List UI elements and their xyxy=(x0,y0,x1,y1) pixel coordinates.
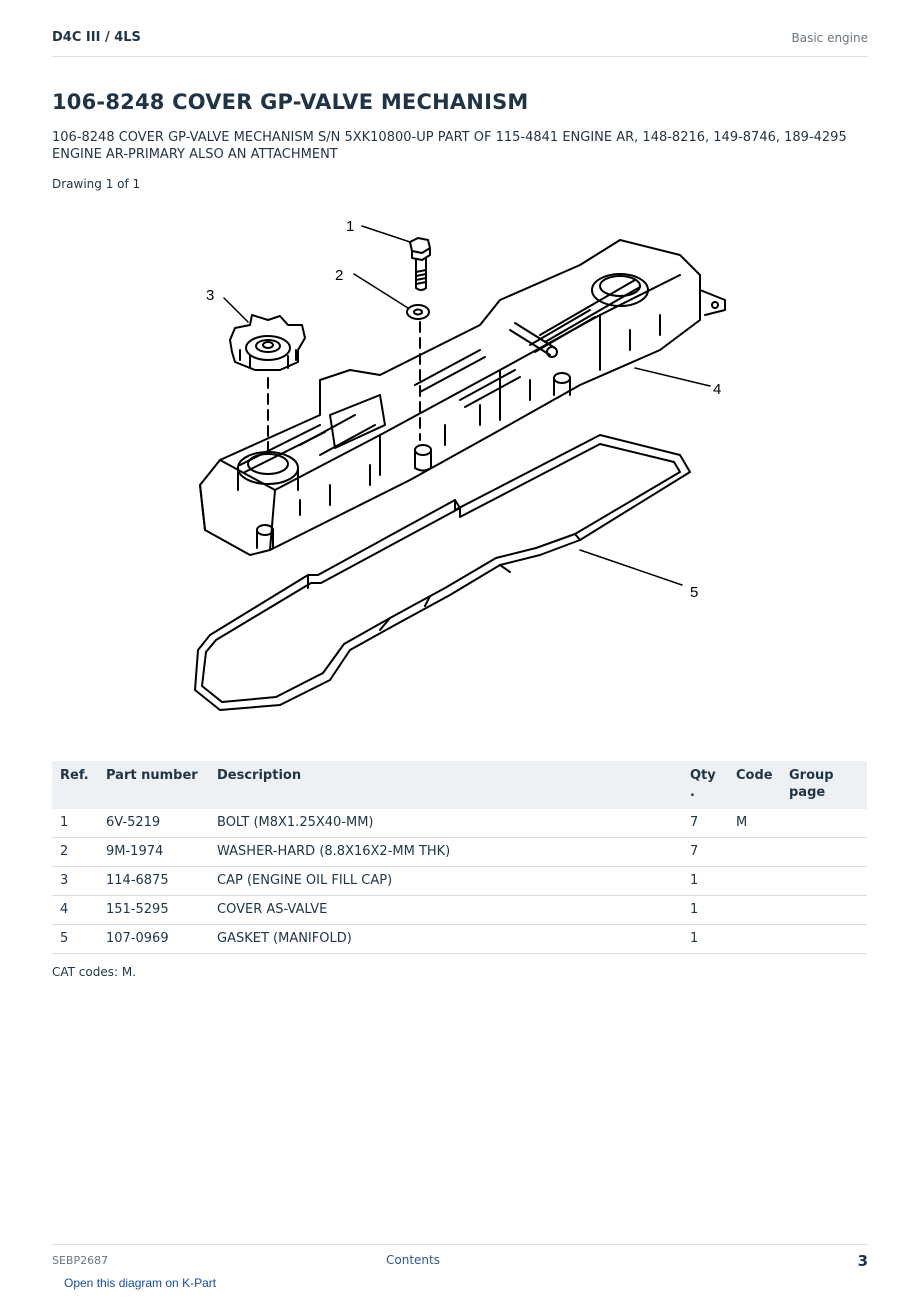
cell-code: M xyxy=(728,809,781,838)
bolt-drawing xyxy=(410,238,430,290)
cell-ref: 2 xyxy=(52,838,98,867)
page-footer xyxy=(52,1244,868,1275)
washer-drawing xyxy=(407,305,429,319)
cell-group-page xyxy=(781,925,867,954)
cell-group-page xyxy=(781,838,867,867)
drawing-label: Drawing 1 of 1 xyxy=(52,177,141,191)
cell-qty: 7 xyxy=(682,838,728,867)
cell-description: BOLT (M8X1.25X40-MM) xyxy=(209,809,682,838)
cell-ref: 4 xyxy=(52,896,98,925)
section-name: Basic engine xyxy=(791,31,868,45)
callout-2: 2 xyxy=(335,267,344,284)
table-row xyxy=(52,838,867,867)
callout-4: 4 xyxy=(713,381,722,398)
cell-ref: 1 xyxy=(52,809,98,838)
header-group-page: Group page xyxy=(781,761,867,809)
cell-code xyxy=(728,925,781,954)
cell-qty: 1 xyxy=(682,925,728,954)
cat-codes-note: CAT codes: M. xyxy=(52,965,137,979)
header-code: Code xyxy=(728,761,781,809)
cell-ref: 5 xyxy=(52,925,98,954)
page-subtitle: 106-8248 COVER GP-VALVE MECHANISM S/N 5XK10800-UP PART OF 115-4841 ENGINE AR, 148-8216, 149-8746, 189-4295 ENGINE AR-PRIMARY ALSO AN ATTACHMENT xyxy=(52,130,847,162)
callout-3: 3 xyxy=(206,287,215,304)
cell-description: CAP (ENGINE OIL FILL CAP) xyxy=(209,867,682,896)
contents-link[interactable]: Contents xyxy=(386,1253,440,1267)
cell-group-page xyxy=(781,896,867,925)
parts-table xyxy=(52,761,867,954)
header-ref: Ref. xyxy=(52,761,98,809)
valve-cover-drawing xyxy=(200,240,725,555)
cell-code xyxy=(728,896,781,925)
table-row xyxy=(52,896,867,925)
header-description: Description xyxy=(209,761,682,809)
table-row xyxy=(52,809,867,838)
page-number: 3 xyxy=(857,1252,868,1270)
oil-fill-cap-drawing xyxy=(230,315,305,370)
table-header-row xyxy=(52,761,867,809)
table-row xyxy=(52,925,867,954)
cell-part-number: 114-6875 xyxy=(98,867,209,896)
header-qty: Qty . xyxy=(682,761,728,809)
cell-qty: 1 xyxy=(682,867,728,896)
callout-1: 1 xyxy=(346,218,355,235)
cell-qty: 7 xyxy=(682,809,728,838)
cell-description: GASKET (MANIFOLD) xyxy=(209,925,682,954)
cell-description: COVER AS-VALVE xyxy=(209,896,682,925)
callout-5: 5 xyxy=(690,584,699,601)
page-title: 106-8248 COVER GP-VALVE MECHANISM xyxy=(52,90,529,114)
cell-part-number: 9M-1974 xyxy=(98,838,209,867)
cell-part-number: 107-0969 xyxy=(98,925,209,954)
cell-group-page xyxy=(781,867,867,896)
page-header xyxy=(52,28,868,57)
document-id: SEBP2687 xyxy=(52,1254,109,1267)
model-breadcrumb: D4C III / 4LS xyxy=(52,30,141,45)
cell-part-number: 6V-5219 xyxy=(98,809,209,838)
table-row xyxy=(52,867,867,896)
kpart-diagram-link[interactable]: Open this diagram on K-Part xyxy=(64,1276,217,1290)
parts-diagram xyxy=(180,210,740,730)
cell-description: WASHER-HARD (8.8X16X2-MM THK) xyxy=(209,838,682,867)
cell-group-page xyxy=(781,809,867,838)
cell-code xyxy=(728,867,781,896)
gasket-drawing xyxy=(195,435,690,710)
header-part-number: Part number xyxy=(98,761,209,809)
cell-qty: 1 xyxy=(682,896,728,925)
cell-ref: 3 xyxy=(52,867,98,896)
cell-part-number: 151-5295 xyxy=(98,896,209,925)
cell-code xyxy=(728,838,781,867)
